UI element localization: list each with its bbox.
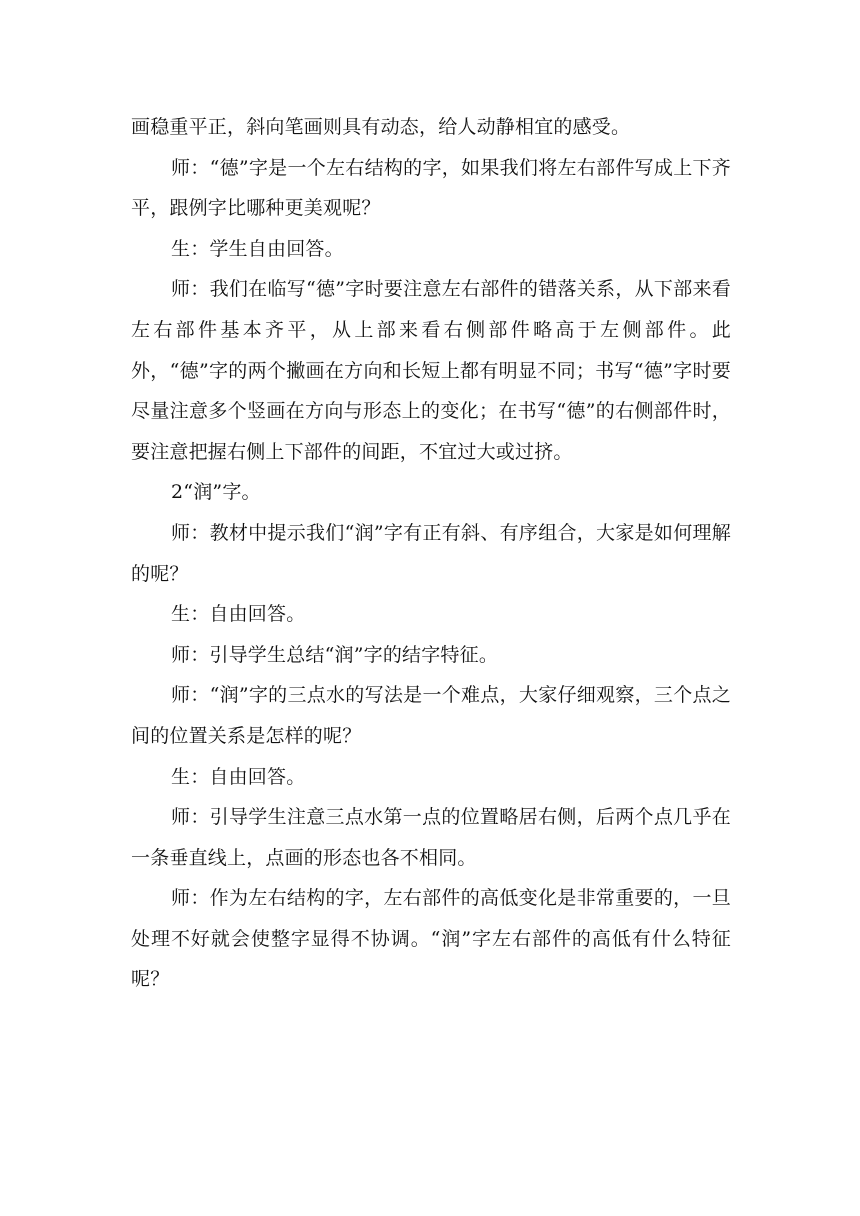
paragraph-teacher-height-question: 师：作为左右结构的字，左右部件的高低变化是非常重要的，一旦处理不好就会使整字显得不协调。“润”字左右部件的高低有什么特征呢？	[131, 887, 731, 991]
paragraph-student-answer: 生：自由回答。	[171, 603, 306, 626]
paragraph-teacher-de-structure: 师：“德”字是一个左右结构的字，如果我们将左右部件写成上下齐平，跟例字比哪种更美观呢？	[131, 156, 731, 220]
paragraph-section-run: 2“润”字。	[171, 481, 261, 504]
paragraph-teacher-de-details: 师：我们在临写“德”字时要注意左右部件的错落关系，从下部来看左右部件基本齐平，从上部来看右侧部件略高于左侧部件。此外，“德”字的两个撇画在方向和长短上都有明显不同；书写“德”字时要尽量注意多个竖画在方向与形态上的变化；在书写“德”的右侧部件时，要注意把握右侧上下部件的间距，不宜过大或过挤。	[131, 278, 731, 463]
paragraph-continuation: 画稳重平正，斜向笔画则具有动态，给人动静相宜的感受。	[131, 116, 631, 138]
paragraph-teacher-guide: 师：引导学生总结“润”字的结字特征。	[171, 643, 499, 666]
paragraph-student-answer: 生：学生自由回答。	[171, 237, 344, 260]
document-body	[131, 107, 731, 1000]
paragraph-student-answer: 生：自由回答。	[171, 765, 306, 788]
paragraph-teacher-run-question: 师：教材中提示我们“润”字有正有斜、有序组合，大家是如何理解的呢？	[131, 521, 731, 585]
paragraph-teacher-dots-question: 师：“润”字的三点水的写法是一个难点，大家仔细观察，三个点之间的位置关系是怎样的呢？	[131, 684, 731, 747]
paragraph-teacher-dots-guide: 师：引导学生注意三点水第一点的位置略居右侧，后两个点几乎在一条垂直线上，点画的形态也各不相同。	[131, 806, 731, 869]
